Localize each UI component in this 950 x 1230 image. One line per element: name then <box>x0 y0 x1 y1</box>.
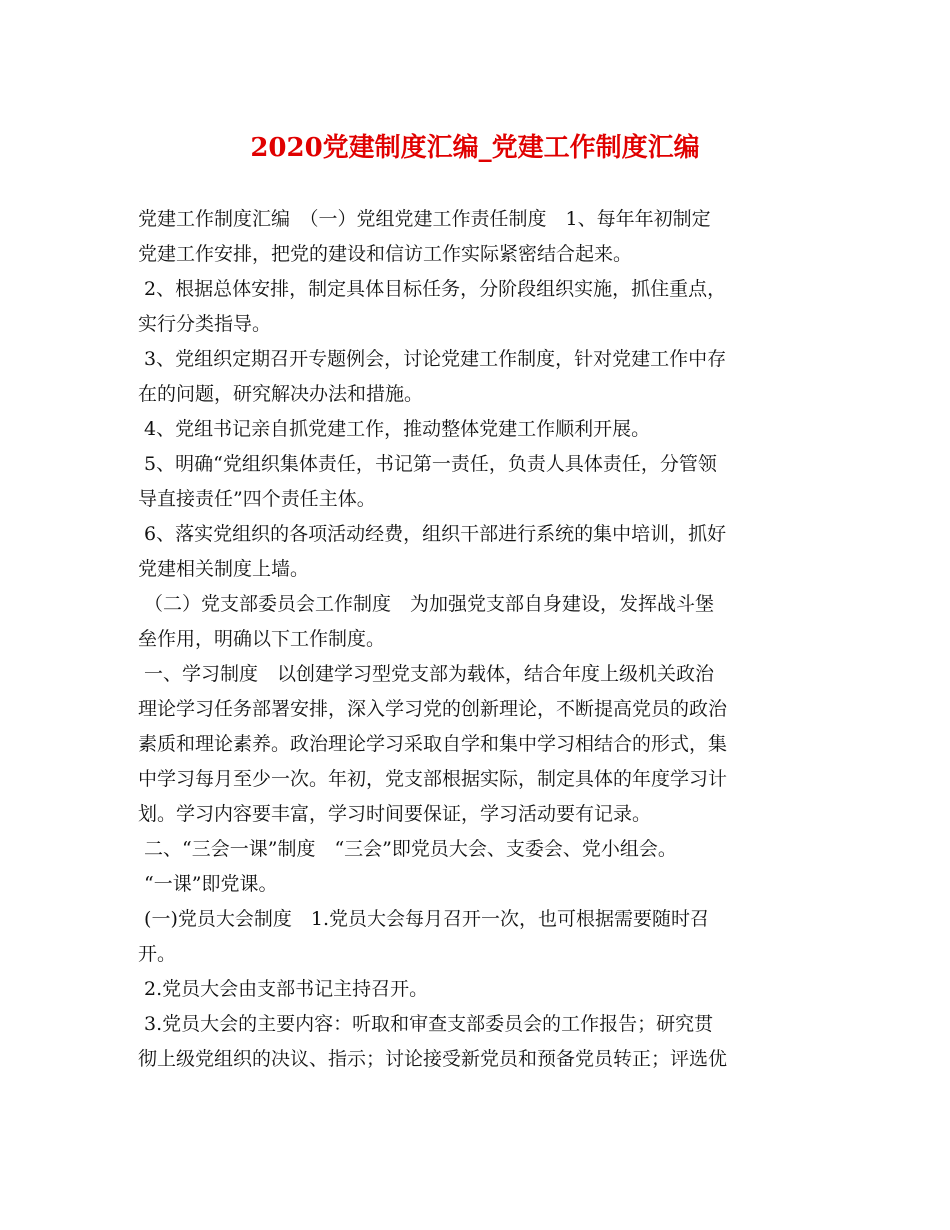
text-line: 党建工作制度汇编 （一）党组党建工作责任制度 1、每年年初制定 <box>138 208 711 230</box>
text-line: 3.党员大会的主要内容：听取和审查支部委员会的工作报告；研究贯 <box>138 1013 714 1035</box>
text-line: 党建相关制度上墙。 <box>138 558 310 580</box>
text-line: 开。 <box>138 943 177 965</box>
text-line: 4、党组书记亲自抓党建工作，推动整体党建工作顺利开展。 <box>138 418 651 440</box>
text-line: 6、落实党组织的各项活动经费，组织干部进行系统的集中培训，抓好 <box>138 523 727 545</box>
document-title: 2020党建制度汇编_党建工作制度汇编 <box>250 133 700 163</box>
text-line: 素质和理论素养。政治理论学习采取自学和集中学习相结合的形式，集 <box>138 733 728 755</box>
text-line: 彻上级党组织的决议、指示；讨论接受新党员和预备党员转正；评选优 <box>138 1048 728 1070</box>
text-line: 导直接责任”四个责任主体。 <box>138 488 376 510</box>
text-line: (一)党员大会制度 1.党员大会每月召开一次，也可根据需要随时召 <box>138 908 709 930</box>
text-line: 理论学习任务部署安排，深入学习党的创新理论，不断提高党员的政治 <box>138 698 728 720</box>
text-line: 二、“三会一课”制度 “三会”即党员大会、支委会、党小组会。 <box>138 838 677 860</box>
text-line: 2.党员大会由支部书记主持召开。 <box>138 978 429 1000</box>
text-line: 5、明确“党组织集体责任，书记第一责任，负责人具体责任，分管领 <box>138 453 717 475</box>
text-line: 在的问题，研究解决办法和措施。 <box>138 383 424 405</box>
text-line: 中学习每月至少一次。年初，党支部根据实际，制定具体的年度学习计 <box>138 768 728 790</box>
text-line: 垒作用，明确以下工作制度。 <box>138 628 386 650</box>
document-body <box>138 202 818 1077</box>
text-line: 实行分类指导。 <box>138 313 272 335</box>
text-line: （二）党支部委员会工作制度 为加强党支部自身建设，发挥战斗堡 <box>138 593 715 615</box>
text-line: 3、党组织定期召开专题例会，讨论党建工作制度，针对党建工作中存 <box>138 348 727 370</box>
text-line: 一、学习制度 以创建学习型党支部为载体，结合年度上级机关政治 <box>138 663 715 685</box>
text-line: 划。学习内容要丰富，学习时间要保证，学习活动要有记录。 <box>138 803 652 825</box>
text-line: “一课”即党课。 <box>138 873 278 895</box>
text-line: 党建工作安排，把党的建设和信访工作实际紧密结合起来。 <box>138 243 633 265</box>
text-line: 2、根据总体安排，制定具体目标任务，分阶段组织实施，抓住重点， <box>138 278 727 300</box>
